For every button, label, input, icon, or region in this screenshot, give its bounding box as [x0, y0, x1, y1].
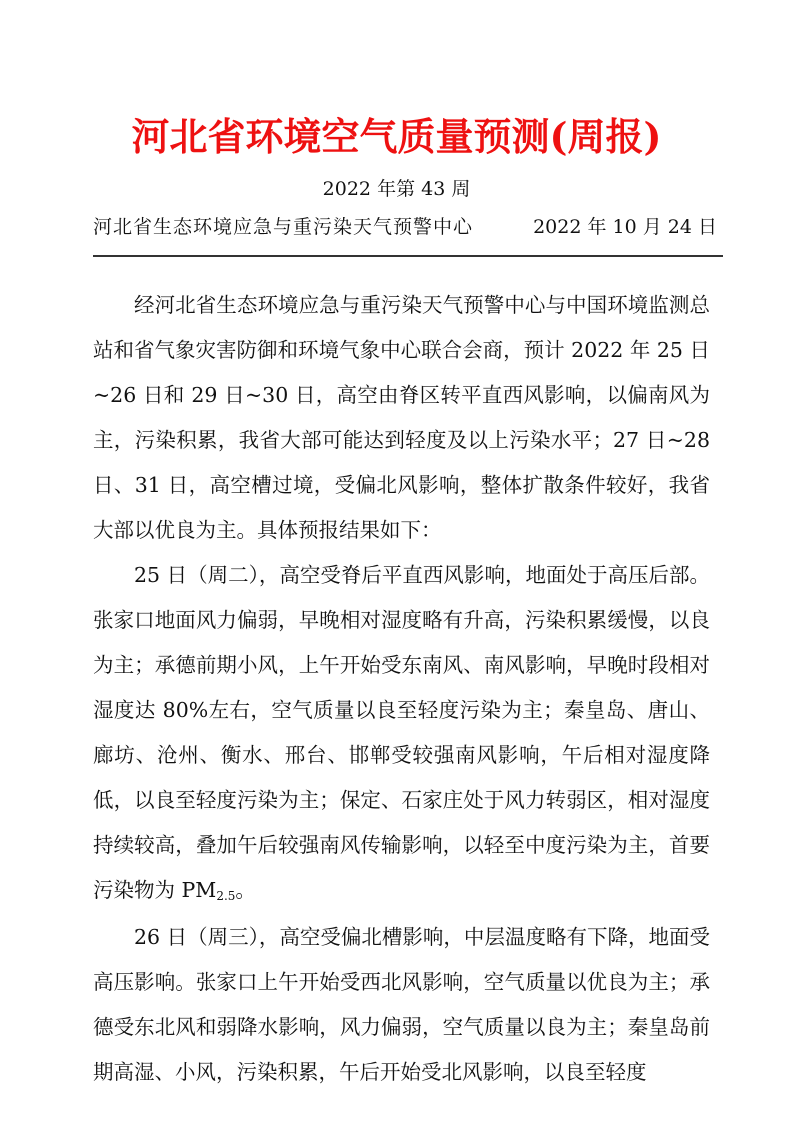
issue-date: 2022 年 10 月 24 日	[533, 216, 717, 238]
day-26-text: 26 日（周三），高空受偏北槽影响，中层温度略有下降，地面受高压影响。张家口上午开始受西北风影响，空气质量以优良为主；承德受东北风和弱降水影响，风力偏弱，空气质量以良为主；秦皇岛前期高湿、小风，污染积累，午后开始受北风影响，以良至轻度	[93, 925, 710, 1084]
day-25-paragraph	[93, 553, 710, 913]
day-25-text: 25 日（周二），高空受脊后平直西风影响，地面处于高压后部。张家口地面风力偏弱，早晚相对湿度略有升高，污染积累缓慢，以良为主；承德前期小风，上午开始受东南风、南风影响，早晚时段相对湿度达 80%左右，空气质量以良至轻度污染为主；秦皇岛、唐山、廊坊、沧州、衡水、邢台、邯郸受较强南风影响，午后相对湿度降低，以良至轻度污染为主；保定、石家庄处于风力转弱区，相对湿度持续较高，叠加午后较强南风传输影响，以轻至中度污染为主，首要污染物为 PM	[93, 563, 710, 902]
issuer-name: 河北省生态环境应急与重污染天气预警中心	[93, 216, 474, 238]
issue-number: 2022 年第 43 周	[322, 178, 471, 200]
forecast-body	[93, 283, 710, 1095]
day-25-tail: 。	[235, 878, 256, 902]
summary-paragraph	[93, 283, 710, 553]
summary-text: 经河北省生态环境应急与重污染天气预警中心与中国环境监测总站和省气象灾害防御和环境气象中心联合会商，预计 2022 年 25 日~26 日和 29 日~30 日，高空由脊区转平直西风影响，以偏南风为主，污染积累，我省大部可能达到轻度及以上污染水平；27 日~28 日、31 日，高空槽过境，受偏北风影响，整体扩散条件较好，我省大部以优良为主。具体预报结果如下：	[93, 293, 710, 542]
document-title: 河北省环境空气质量预测(周报)	[131, 114, 662, 159]
pm-subscript: 2.5	[216, 889, 236, 903]
header-divider	[93, 255, 723, 257]
day-26-paragraph	[93, 915, 710, 1095]
